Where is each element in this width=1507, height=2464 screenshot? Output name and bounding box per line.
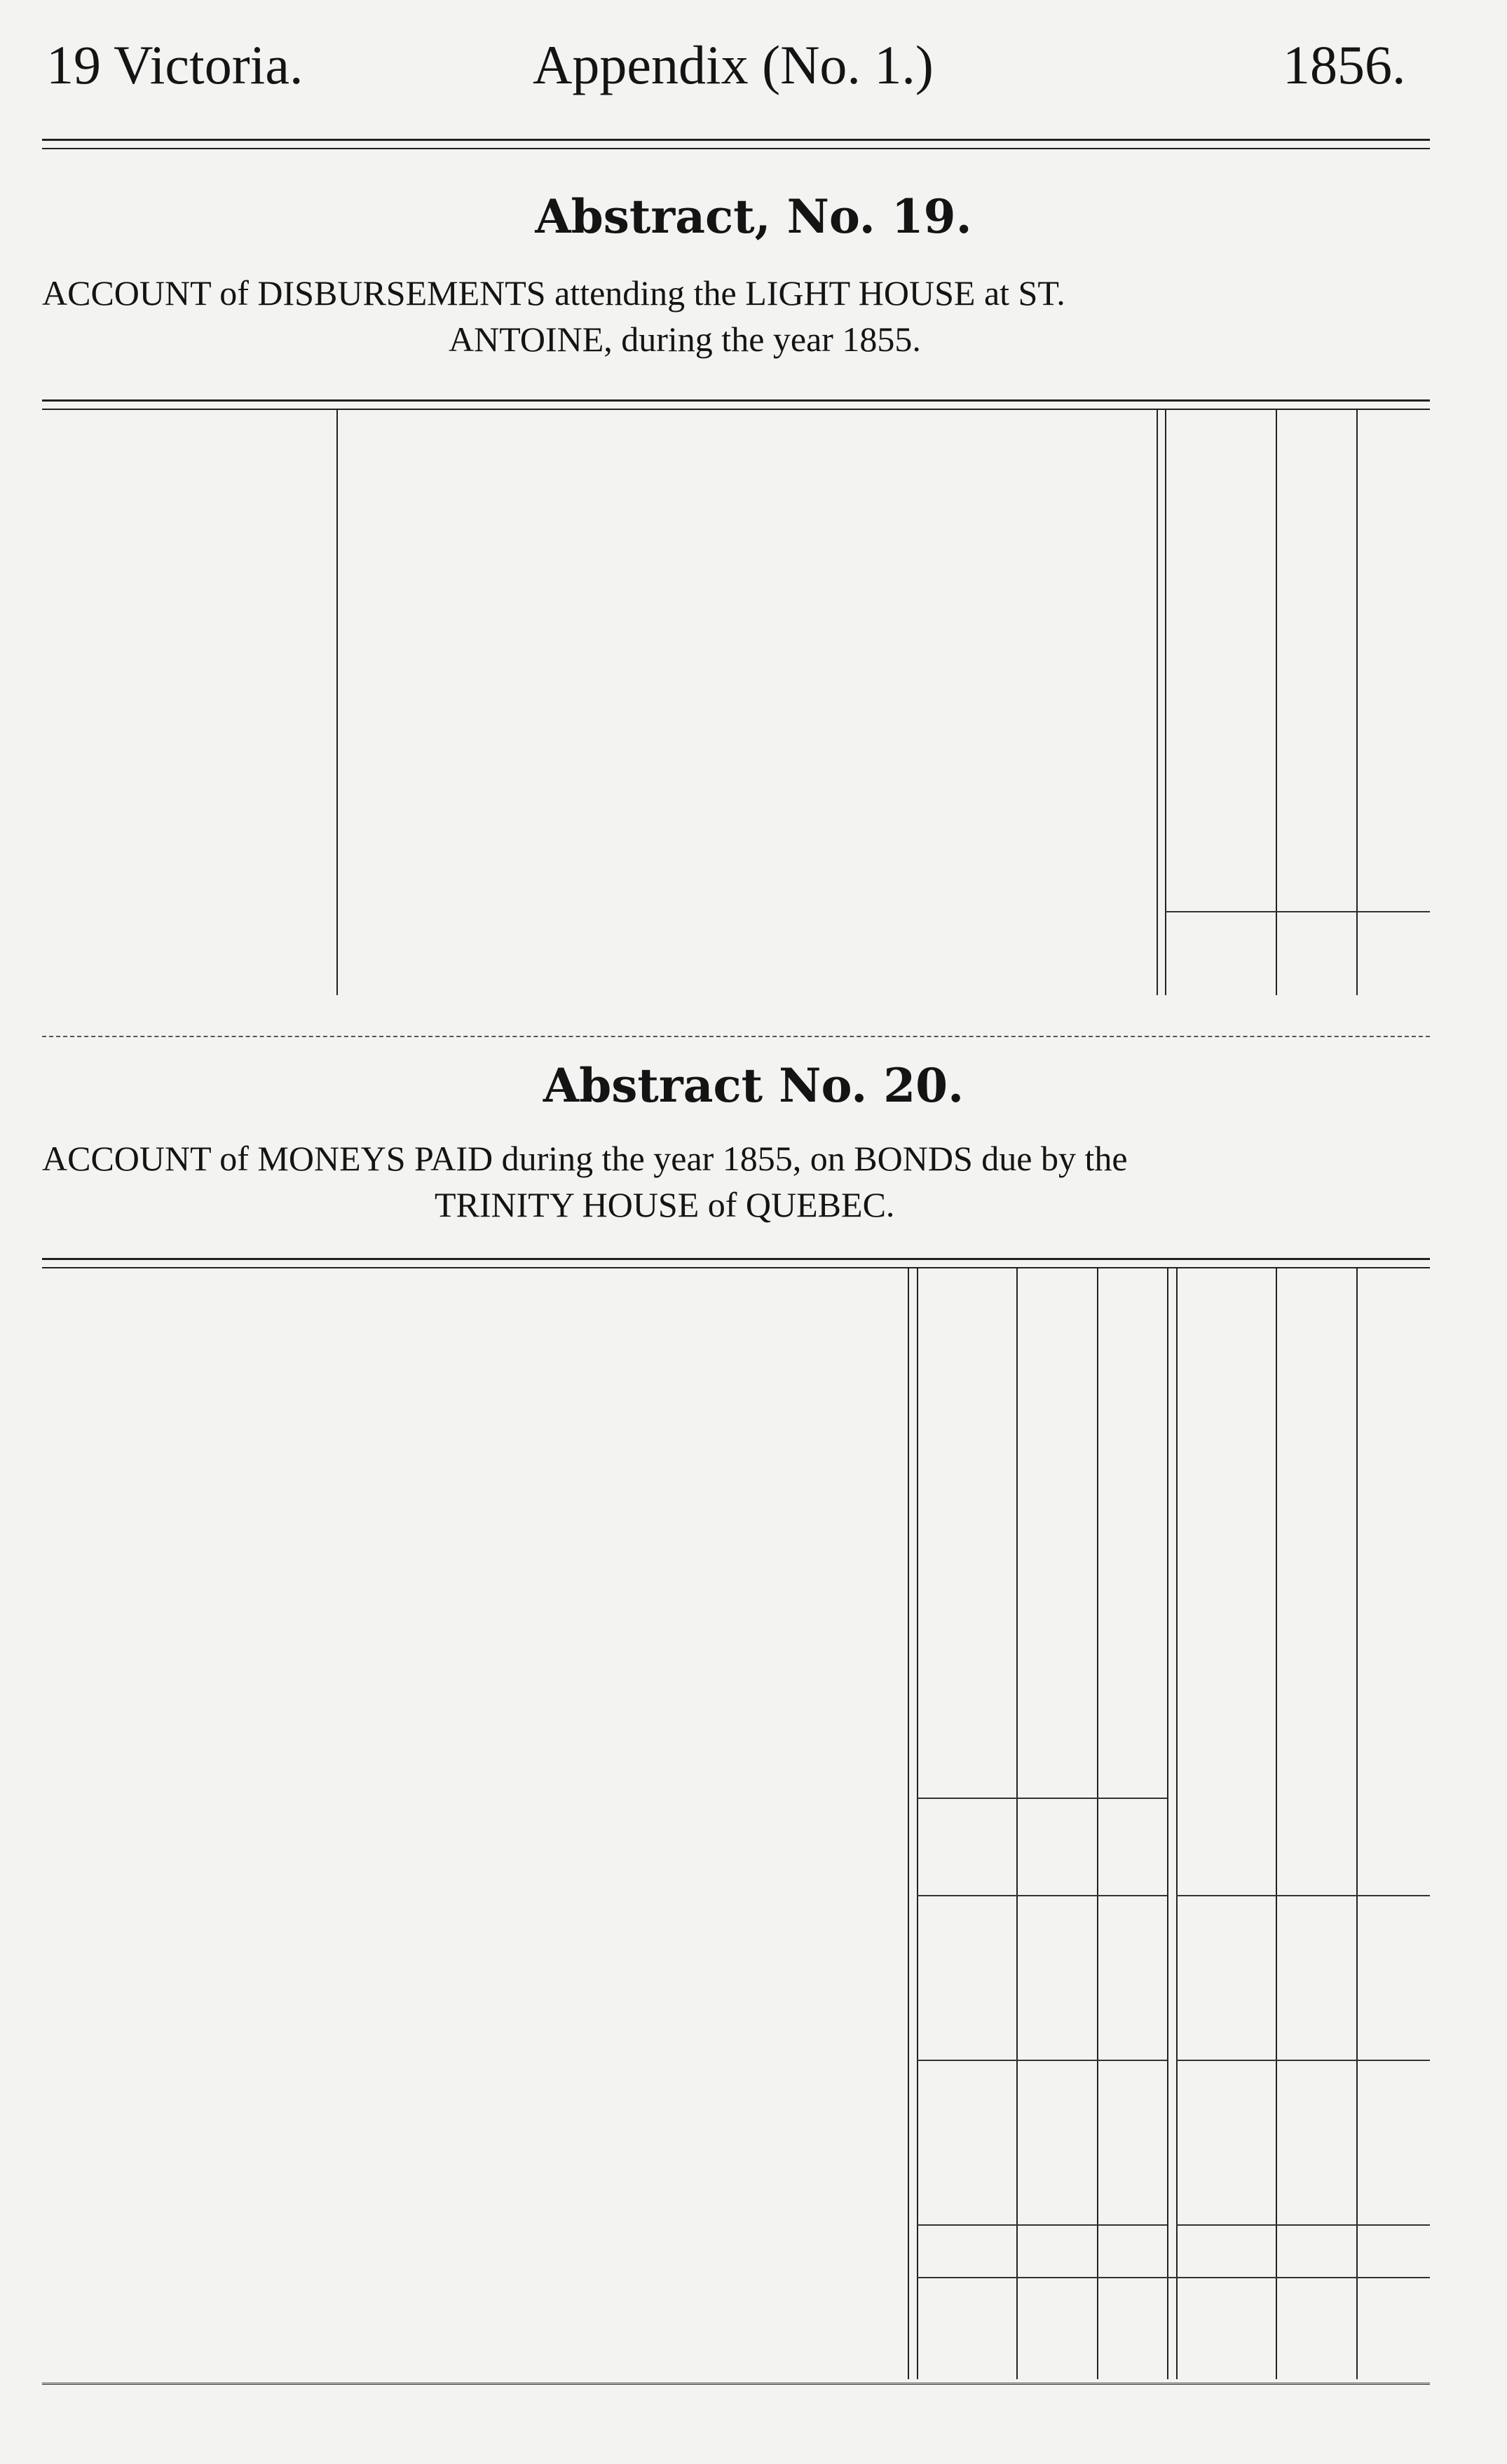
table-20-column-rule <box>1016 1268 1018 2379</box>
abstract-20-title: Abstract No. 20. <box>543 1058 964 1113</box>
table-20-column-rule <box>1276 1268 1277 2379</box>
header-left: 19 Victoria. <box>46 34 304 95</box>
abstract-20-description <box>42 1135 1437 1228</box>
abstract-20-desc-line-2: TRINITY HOUSE of QUEBEC. <box>435 1185 895 1224</box>
table-19-column-rule <box>1157 410 1158 995</box>
group-total-rule <box>1176 2224 1430 2226</box>
header-rule <box>42 139 1430 149</box>
table-20-column-rule <box>1356 1268 1358 2379</box>
table-19-total-rule <box>1165 911 1430 912</box>
section-divider <box>42 1036 1430 1037</box>
abstract-19-desc-line-2: ANTOINE, during the year 1855. <box>449 320 921 359</box>
group-rule <box>917 2060 1167 2061</box>
table-20-bottom-rule <box>42 2383 1430 2385</box>
carried-over-rule <box>917 2277 1430 2278</box>
table-20-column-rule <box>1167 1268 1168 2379</box>
group-total-rule <box>1176 2060 1430 2061</box>
abstract-19-table-top-rule <box>42 399 1430 410</box>
table-20-column-rule <box>1097 1268 1098 2379</box>
abstract-19-description <box>42 270 1437 362</box>
table-20-column-rule <box>908 1268 909 2379</box>
abstract-20-desc-line-1: ACCOUNT of MONEYS PAID during the year 1855, on BONDS due by the <box>42 1139 1128 1178</box>
table-19-column-rule <box>1276 410 1277 995</box>
running-header <box>42 34 1437 97</box>
group-rule <box>917 1895 1167 1896</box>
table-19-column-rule <box>1165 410 1166 995</box>
abstract-19-desc-line-1: ACCOUNT of DISBURSEMENTS attending the LIGHT HOUSE at ST. <box>42 273 1065 313</box>
table-20-column-rule <box>1176 1268 1178 2379</box>
header-center: Appendix (No. 1.) <box>533 34 934 95</box>
abstract-19-title: Abstract, No. 19. <box>535 189 972 244</box>
table-19-column-rule <box>1356 410 1358 995</box>
subtotal-rule <box>917 1798 1167 1799</box>
group-rule <box>917 2224 1167 2226</box>
abstract-20-table-top-rule <box>42 1258 1430 1268</box>
table-20-column-rule <box>917 1268 918 2379</box>
table-19-column-rule <box>336 410 338 995</box>
header-right: 1856. <box>1283 34 1406 95</box>
group-total-rule <box>1176 1895 1430 1896</box>
